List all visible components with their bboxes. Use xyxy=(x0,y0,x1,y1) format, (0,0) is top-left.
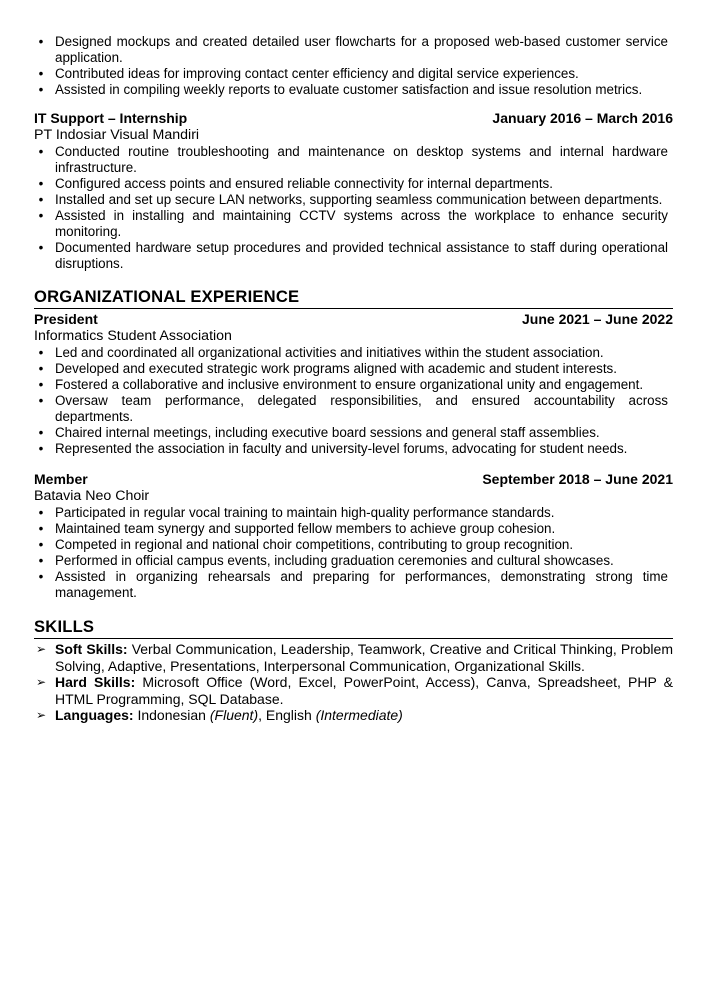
language-1-level: (Fluent) xyxy=(209,707,259,723)
hard-skills-label: Hard Skills: xyxy=(55,674,136,690)
list-item: • Configured access points and ensured reliable connectivity for internal departments. xyxy=(34,176,668,192)
organization-name: Informatics Student Association xyxy=(34,328,232,344)
bullet-icon: • xyxy=(38,537,44,552)
bullet-icon: • xyxy=(38,345,44,360)
language-2-level: (Intermediate) xyxy=(315,707,403,723)
section-title: SKILLS xyxy=(34,617,673,639)
member-bullets xyxy=(34,505,673,601)
list-item: • Chaired internal meetings, including executive board sessions and general staff assemblies. xyxy=(34,425,668,441)
list-item: • Developed and executed strategic work programs aligned with academic and student interests. xyxy=(34,361,668,377)
section-title: ORGANIZATIONAL EXPERIENCE xyxy=(34,287,673,309)
role-dates: September 2018 – June 2021 xyxy=(482,471,673,487)
list-item: • Assisted in installing and maintaining CCTV systems across the workplace to enhance security monitoring. xyxy=(34,208,668,240)
bullet-icon: • xyxy=(38,441,44,456)
it-support-entry xyxy=(34,110,673,272)
list-item: • Assisted in compiling weekly reports to evaluate customer satisfaction and issue resolution metrics. xyxy=(34,82,668,98)
list-item: • Performed in official campus events, including graduation ceremonies and cultural showcases. xyxy=(34,553,668,569)
job-title: IT Support – Internship xyxy=(34,110,188,126)
list-item: • Documented hardware setup procedures and provided technical assistance to staff during operational disruptions. xyxy=(34,240,668,272)
organization-name: Batavia Neo Choir xyxy=(34,488,150,504)
hard-skills-text: Microsoft Office (Word, Excel, PowerPoint, Access), Canva, Spreadsheet, PHP & HTML Programming, SQL Database. xyxy=(55,674,674,707)
skills-section xyxy=(34,617,673,724)
list-item: • Designed mockups and created detailed user flowcharts for a proposed web-based customer service application. xyxy=(34,34,668,66)
previous-job-bullets xyxy=(34,34,673,98)
job-header xyxy=(34,110,673,127)
bullet-icon: • xyxy=(38,505,44,520)
bullet-icon: • xyxy=(38,553,44,568)
bullet-icon: • xyxy=(38,144,44,159)
bullet-icon: • xyxy=(38,240,44,255)
bullet-icon: • xyxy=(38,425,44,440)
bullet-icon: • xyxy=(38,66,44,81)
arrow-bullet-icon: ➢ xyxy=(35,675,47,689)
role-title: President xyxy=(34,311,98,327)
list-item: • Maintained team synergy and supported fellow members to achieve group cohesion. xyxy=(34,521,668,537)
list-item: • Represented the association in faculty and university-level forums, advocating for student needs. xyxy=(34,441,668,457)
role-dates: June 2021 – June 2022 xyxy=(522,311,673,327)
it-support-bullets xyxy=(34,144,673,272)
bullet-icon: • xyxy=(38,208,44,223)
job-header xyxy=(34,311,673,328)
language-1: Indonesian xyxy=(133,707,210,723)
bullet-icon: • xyxy=(38,377,44,392)
list-item: • Oversaw team performance, delegated responsibilities, and ensured accountability across departments. xyxy=(34,393,668,425)
bullet-icon: • xyxy=(38,361,44,376)
list-item: • Assisted in organizing rehearsals and preparing for performances, demonstrating strong time management. xyxy=(34,569,668,601)
bullet-icon: • xyxy=(38,569,44,584)
bullet-icon: • xyxy=(38,521,44,536)
list-item: • Fostered a collaborative and inclusive environment to ensure organizational unity and engagement. xyxy=(34,377,668,393)
hard-skills-item xyxy=(34,674,673,707)
language-separator: , English xyxy=(258,707,316,723)
soft-skills-item xyxy=(34,641,673,674)
arrow-bullet-icon: ➢ xyxy=(35,708,47,722)
member-entry xyxy=(34,471,673,601)
skills-list xyxy=(34,641,673,724)
soft-skills-label: Soft Skills: xyxy=(55,641,128,657)
bullet-icon: • xyxy=(38,192,44,207)
languages-label: Languages: xyxy=(55,707,134,723)
list-item: • Contributed ideas for improving contact center efficiency and digital service experiences. xyxy=(34,66,668,82)
role-title: Member xyxy=(34,471,88,487)
list-item: • Installed and set up secure LAN networks, supporting seamless communication between departments. xyxy=(34,192,668,208)
president-bullets xyxy=(34,345,673,457)
bullet-icon: • xyxy=(38,176,44,191)
languages-item xyxy=(34,707,673,724)
bullet-icon: • xyxy=(38,34,44,49)
soft-skills-text: Verbal Communication, Leadership, Teamwork, Creative and Critical Thinking, Problem Solving, Adaptive, Presentations, Interpersonal Communication, Organizational Skills. xyxy=(55,641,673,674)
list-item: • Led and coordinated all organizational activities and initiatives within the student association. xyxy=(34,345,668,361)
job-header xyxy=(34,471,673,488)
president-entry xyxy=(34,311,673,457)
list-item: • Conducted routine troubleshooting and maintenance on desktop systems and internal hardware infrastructure. xyxy=(34,144,668,176)
organizational-experience-section xyxy=(34,287,673,601)
job-dates: January 2016 – March 2016 xyxy=(492,110,673,126)
arrow-bullet-icon: ➢ xyxy=(35,642,47,656)
bullet-icon: • xyxy=(38,82,44,97)
company-name: PT Indosiar Visual Mandiri xyxy=(34,127,200,143)
bullet-icon: • xyxy=(38,393,44,408)
list-item: • Competed in regional and national choir competitions, contributing to group recognition. xyxy=(34,537,668,553)
list-item: • Participated in regular vocal training to maintain high-quality performance standards. xyxy=(34,505,668,521)
